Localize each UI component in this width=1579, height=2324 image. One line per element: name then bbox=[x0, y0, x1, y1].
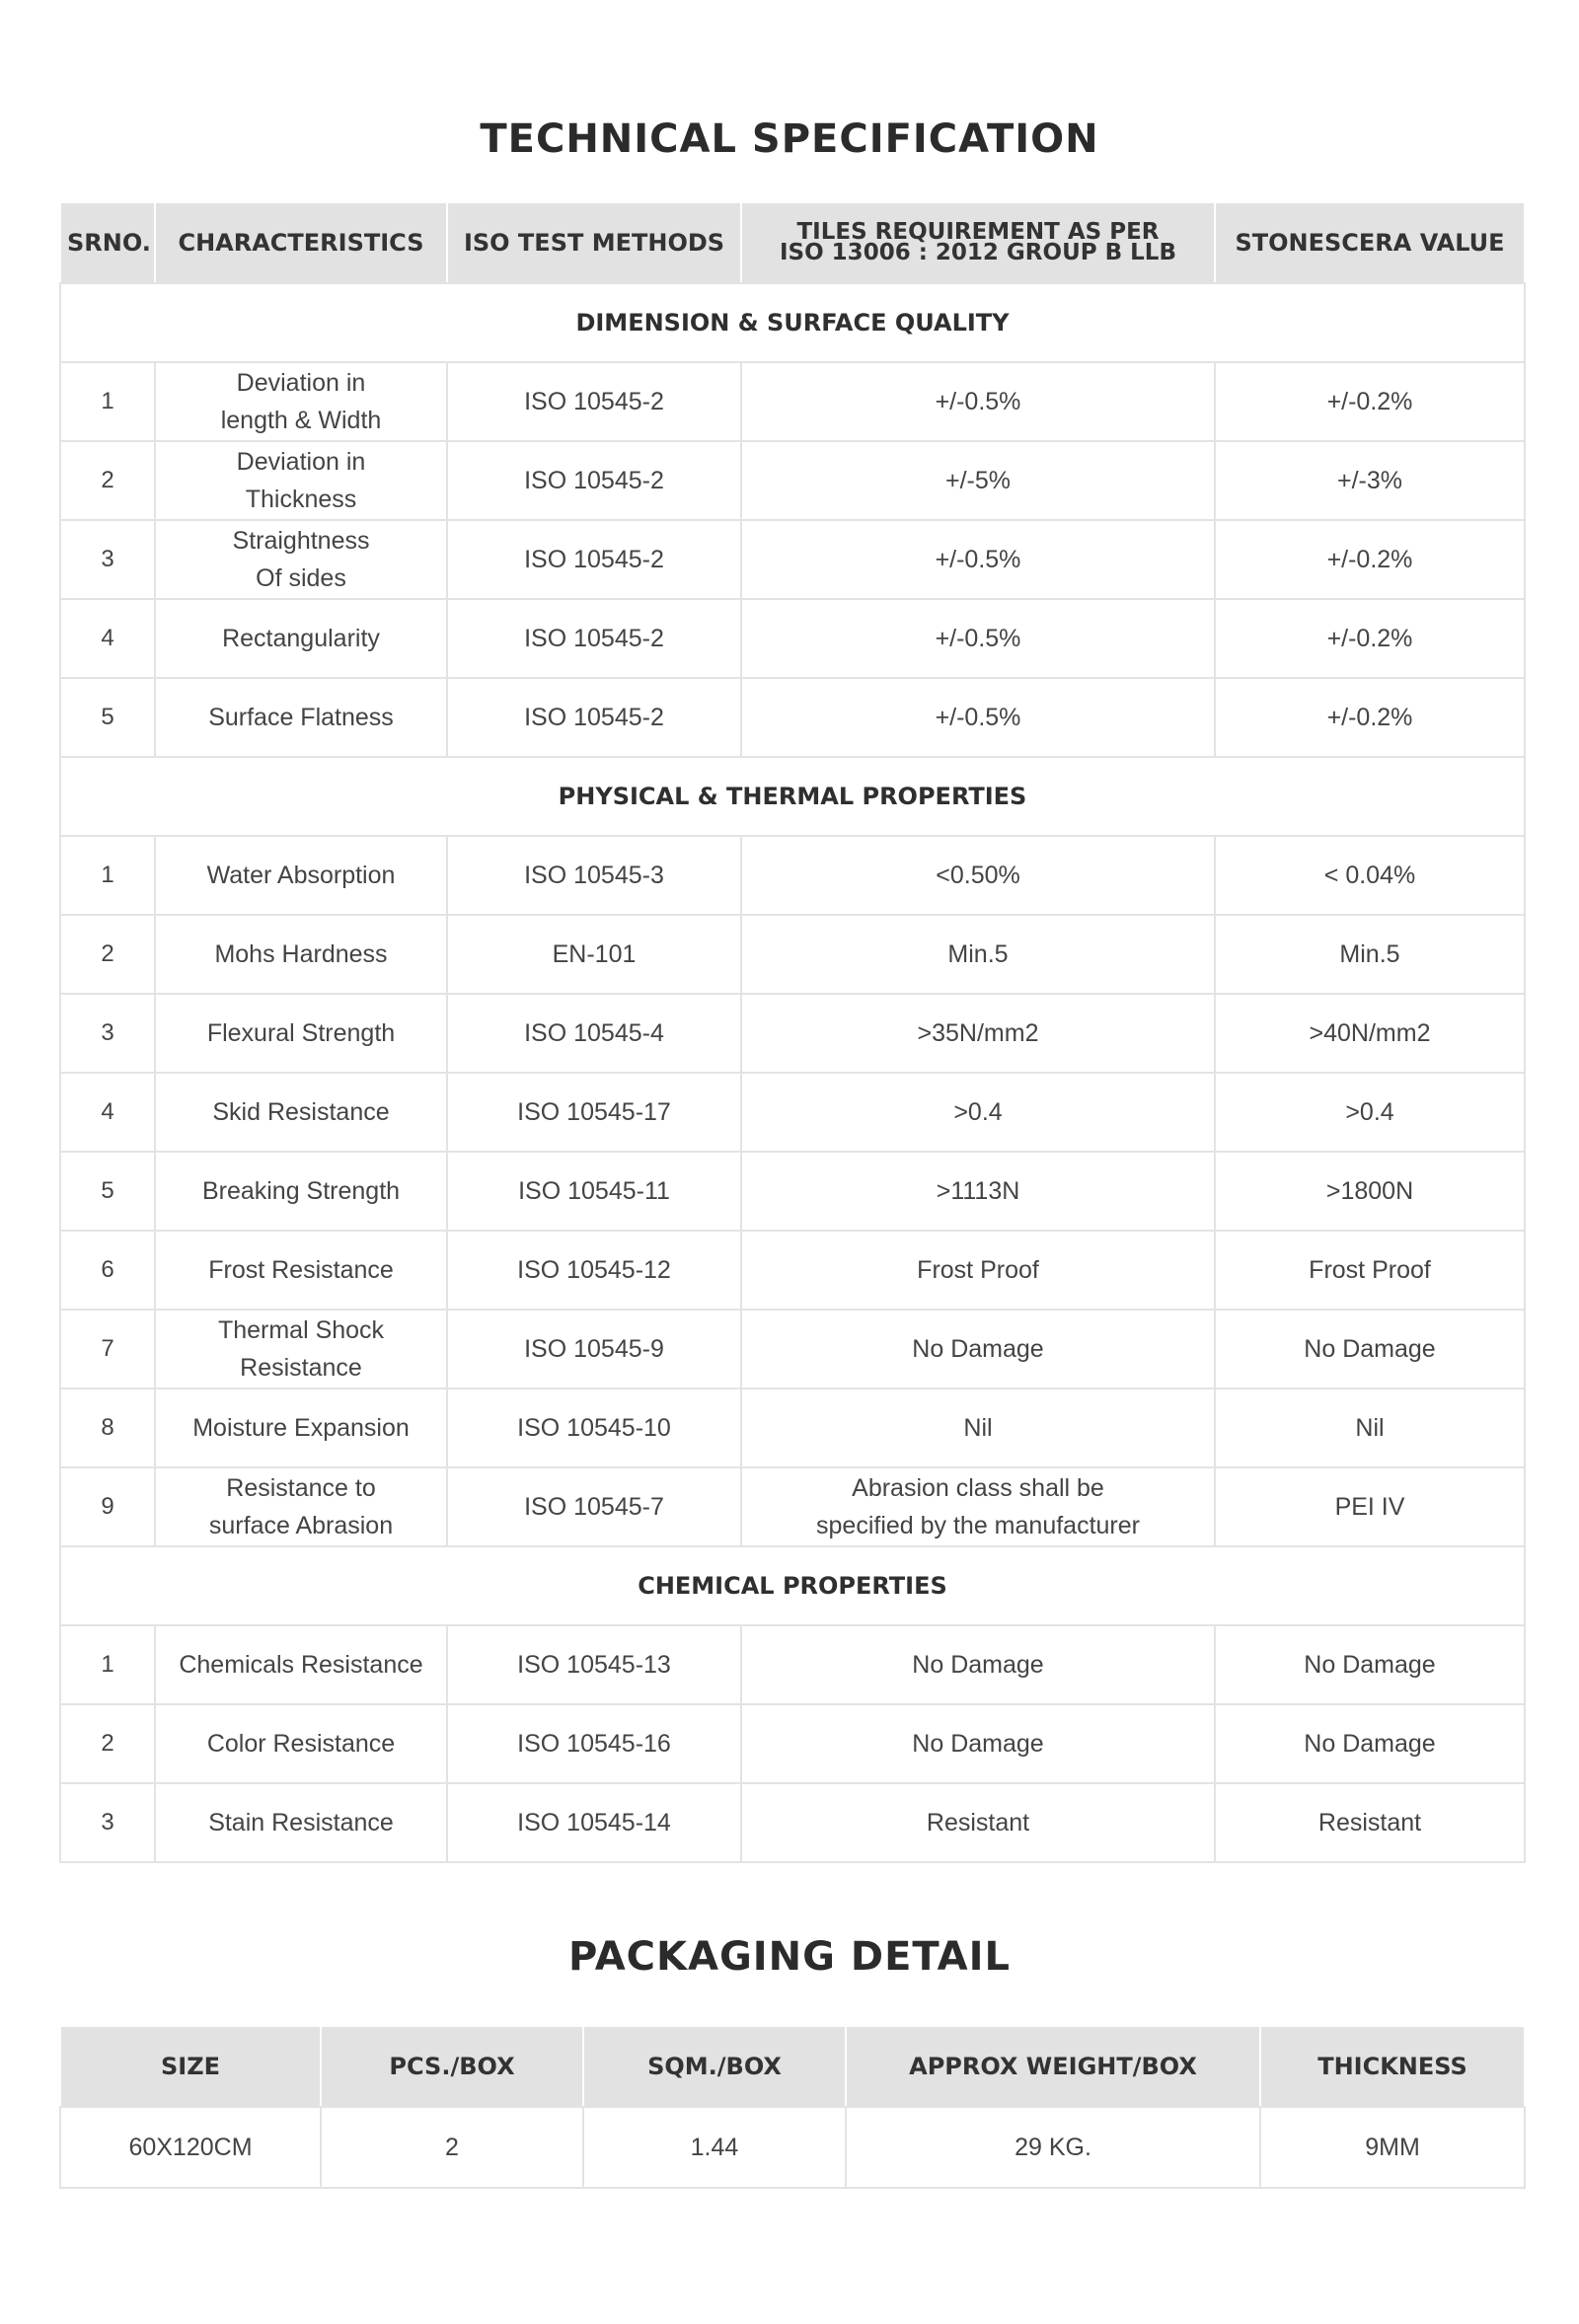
requirement-line1: >0.4 bbox=[953, 1098, 1003, 1126]
characteristic-line2: length & Width bbox=[220, 407, 382, 434]
characteristic-line1: Stain Resistance bbox=[208, 1809, 394, 1837]
characteristic-line1: Surface Flatness bbox=[208, 704, 394, 731]
characteristic-line1: Mohs Hardness bbox=[214, 940, 388, 968]
table-row bbox=[60, 1388, 1525, 1467]
cell-requirement bbox=[741, 1467, 1215, 1546]
cell-requirement bbox=[741, 1152, 1215, 1231]
cell-srno: 1 bbox=[60, 836, 155, 915]
header-srno: SRNO. bbox=[60, 202, 155, 283]
cell-iso-method: ISO 10545-11 bbox=[447, 1152, 741, 1231]
packaging-header: THICKNESS bbox=[1260, 2026, 1525, 2107]
cell-stonescera-value: < 0.04% bbox=[1215, 836, 1525, 915]
packaging-cell: 60X120CM bbox=[60, 2107, 321, 2188]
cell-requirement bbox=[741, 1310, 1215, 1388]
table-row bbox=[60, 1783, 1525, 1862]
cell-srno: 7 bbox=[60, 1310, 155, 1388]
cell-characteristic bbox=[155, 1073, 447, 1152]
section-title: DIMENSION & SURFACE QUALITY bbox=[60, 283, 1525, 362]
table-row bbox=[60, 1152, 1525, 1231]
packaging-table bbox=[59, 2025, 1526, 2189]
cell-iso-method: ISO 10545-2 bbox=[447, 678, 741, 757]
header-characteristics: CHARACTERISTICS bbox=[155, 202, 447, 283]
cell-characteristic bbox=[155, 1231, 447, 1310]
packaging-cell: 29 KG. bbox=[846, 2107, 1260, 2188]
header-req-line1: TILES REQUIREMENT AS PER bbox=[796, 219, 1160, 245]
cell-characteristic bbox=[155, 1783, 447, 1862]
cell-requirement bbox=[741, 1388, 1215, 1467]
characteristic-line1: Deviation in bbox=[236, 369, 366, 397]
cell-iso-method: ISO 10545-16 bbox=[447, 1704, 741, 1783]
cell-srno: 1 bbox=[60, 362, 155, 441]
cell-iso-method: ISO 10545-2 bbox=[447, 362, 741, 441]
packaging-body bbox=[60, 2107, 1525, 2188]
cell-characteristic bbox=[155, 915, 447, 994]
packaging-header-row bbox=[60, 2026, 1525, 2107]
cell-iso-method: ISO 10545-2 bbox=[447, 520, 741, 599]
requirement-line1: Min.5 bbox=[947, 940, 1009, 968]
cell-characteristic bbox=[155, 599, 447, 678]
cell-stonescera-value: +/-0.2% bbox=[1215, 599, 1525, 678]
characteristic-line2: Of sides bbox=[256, 564, 346, 592]
characteristic-line1: Breaking Strength bbox=[201, 1177, 401, 1205]
cell-iso-method: ISO 10545-10 bbox=[447, 1388, 741, 1467]
table-row bbox=[60, 441, 1525, 520]
spec-header-row bbox=[60, 202, 1525, 283]
table-row bbox=[60, 1467, 1525, 1546]
requirement-line1: No Damage bbox=[912, 1651, 1044, 1679]
header-stonescera-value: STONESCERA VALUE bbox=[1215, 202, 1525, 283]
requirement-line1: Resistant bbox=[926, 1809, 1030, 1837]
cell-stonescera-value: >40N/mm2 bbox=[1215, 994, 1525, 1073]
cell-characteristic bbox=[155, 1704, 447, 1783]
packaging-cell: 1.44 bbox=[583, 2107, 846, 2188]
cell-srno: 5 bbox=[60, 678, 155, 757]
cell-iso-method: ISO 10545-17 bbox=[447, 1073, 741, 1152]
cell-characteristic bbox=[155, 362, 447, 441]
cell-iso-method: ISO 10545-2 bbox=[447, 441, 741, 520]
characteristic-line2: Thickness bbox=[245, 486, 357, 513]
cell-srno: 6 bbox=[60, 1231, 155, 1310]
cell-iso-method: ISO 10545-2 bbox=[447, 599, 741, 678]
cell-requirement bbox=[741, 441, 1215, 520]
cell-srno: 1 bbox=[60, 1625, 155, 1704]
cell-iso-method: ISO 10545-12 bbox=[447, 1231, 741, 1310]
characteristic-line1: Color Resistance bbox=[206, 1730, 396, 1758]
section-row bbox=[60, 757, 1525, 836]
table-row bbox=[60, 520, 1525, 599]
cell-stonescera-value: +/-0.2% bbox=[1215, 362, 1525, 441]
table-row bbox=[60, 599, 1525, 678]
cell-iso-method: ISO 10545-4 bbox=[447, 994, 741, 1073]
cell-srno: 8 bbox=[60, 1388, 155, 1467]
cell-characteristic bbox=[155, 520, 447, 599]
cell-stonescera-value: No Damage bbox=[1215, 1310, 1525, 1388]
requirement-line1: +/-5% bbox=[944, 467, 1011, 494]
requirement-line1: +/-0.5% bbox=[935, 625, 1021, 652]
cell-srno: 4 bbox=[60, 1073, 155, 1152]
cell-stonescera-value: PEI IV bbox=[1215, 1467, 1525, 1546]
cell-iso-method: ISO 10545-14 bbox=[447, 1783, 741, 1862]
cell-characteristic bbox=[155, 441, 447, 520]
cell-srno: 3 bbox=[60, 1783, 155, 1862]
cell-stonescera-value: Frost Proof bbox=[1215, 1231, 1525, 1310]
table-row bbox=[60, 362, 1525, 441]
table-row bbox=[60, 678, 1525, 757]
requirement-line1: >35N/mm2 bbox=[917, 1019, 1039, 1047]
cell-iso-method: ISO 10545-9 bbox=[447, 1310, 741, 1388]
cell-requirement bbox=[741, 994, 1215, 1073]
characteristic-line2: surface Abrasion bbox=[208, 1512, 394, 1539]
characteristic-line1: Deviation in bbox=[236, 448, 366, 476]
header-tiles-requirement bbox=[741, 202, 1215, 283]
table-row bbox=[60, 1625, 1525, 1704]
packaging-cell: 2 bbox=[321, 2107, 583, 2188]
table-row bbox=[60, 915, 1525, 994]
characteristic-line2: Resistance bbox=[240, 1354, 362, 1382]
cell-stonescera-value: +/-0.2% bbox=[1215, 678, 1525, 757]
cell-stonescera-value: Nil bbox=[1215, 1388, 1525, 1467]
cell-requirement bbox=[741, 362, 1215, 441]
section-title: PHYSICAL & THERMAL PROPERTIES bbox=[60, 757, 1525, 836]
section-row bbox=[60, 283, 1525, 362]
table-row bbox=[60, 1231, 1525, 1310]
characteristic-line1: Resistance to bbox=[226, 1474, 376, 1502]
cell-requirement bbox=[741, 915, 1215, 994]
cell-requirement bbox=[741, 1231, 1215, 1310]
requirement-line1: No Damage bbox=[912, 1730, 1044, 1758]
cell-iso-method: ISO 10545-3 bbox=[447, 836, 741, 915]
section-row bbox=[60, 1546, 1525, 1625]
packaging-header: PCS./BOX bbox=[321, 2026, 583, 2107]
cell-characteristic bbox=[155, 836, 447, 915]
cell-characteristic bbox=[155, 1625, 447, 1704]
cell-requirement bbox=[741, 599, 1215, 678]
packaging-cell: 9MM bbox=[1260, 2107, 1525, 2188]
packaging-header: SIZE bbox=[60, 2026, 321, 2107]
cell-iso-method: ISO 10545-13 bbox=[447, 1625, 741, 1704]
cell-requirement bbox=[741, 1704, 1215, 1783]
cell-srno: 2 bbox=[60, 1704, 155, 1783]
cell-characteristic bbox=[155, 1467, 447, 1546]
cell-requirement bbox=[741, 1625, 1215, 1704]
requirement-line1: +/-0.5% bbox=[935, 546, 1021, 573]
requirement-line1: Nil bbox=[963, 1414, 993, 1442]
characteristic-line1: Frost Resistance bbox=[208, 1256, 394, 1284]
requirement-line1: Frost Proof bbox=[917, 1256, 1039, 1284]
spec-body bbox=[60, 283, 1525, 1862]
cell-srno: 9 bbox=[60, 1467, 155, 1546]
cell-characteristic bbox=[155, 678, 447, 757]
characteristic-line1: Flexural Strength bbox=[206, 1019, 396, 1047]
table-row bbox=[60, 994, 1525, 1073]
header-iso-test-methods: ISO TEST METHODS bbox=[447, 202, 741, 283]
spec-table bbox=[59, 201, 1526, 1863]
cell-srno: 2 bbox=[60, 915, 155, 994]
cell-stonescera-value: +/-3% bbox=[1215, 441, 1525, 520]
section-title: CHEMICAL PROPERTIES bbox=[60, 1546, 1525, 1625]
characteristic-line1: Water Absorption bbox=[206, 862, 396, 889]
cell-stonescera-value: No Damage bbox=[1215, 1704, 1525, 1783]
cell-srno: 4 bbox=[60, 599, 155, 678]
cell-stonescera-value: Min.5 bbox=[1215, 915, 1525, 994]
cell-stonescera-value: >0.4 bbox=[1215, 1073, 1525, 1152]
cell-srno: 3 bbox=[60, 994, 155, 1073]
cell-iso-method: ISO 10545-7 bbox=[447, 1467, 741, 1546]
cell-srno: 2 bbox=[60, 441, 155, 520]
table-row bbox=[60, 1704, 1525, 1783]
characteristic-line1: Chemicals Resistance bbox=[179, 1651, 423, 1679]
cell-requirement bbox=[741, 836, 1215, 915]
cell-stonescera-value: Resistant bbox=[1215, 1783, 1525, 1862]
cell-requirement bbox=[741, 1073, 1215, 1152]
cell-stonescera-value: >1800N bbox=[1215, 1152, 1525, 1231]
spec-title: TECHNICAL SPECIFICATION bbox=[480, 116, 1099, 162]
cell-characteristic bbox=[155, 994, 447, 1073]
table-row bbox=[60, 1310, 1525, 1388]
requirement-line1: Abrasion class shall be bbox=[852, 1474, 1104, 1502]
cell-characteristic bbox=[155, 1310, 447, 1388]
cell-requirement bbox=[741, 1783, 1215, 1862]
characteristic-line1: Thermal Shock bbox=[217, 1316, 385, 1344]
packaging-row bbox=[60, 2107, 1525, 2188]
characteristic-line1: Moisture Expansion bbox=[192, 1414, 410, 1442]
cell-srno: 3 bbox=[60, 520, 155, 599]
table-row bbox=[60, 1073, 1525, 1152]
requirement-line2: specified by the manufacturer bbox=[816, 1512, 1140, 1539]
cell-srno: 5 bbox=[60, 1152, 155, 1231]
cell-characteristic bbox=[155, 1388, 447, 1467]
characteristic-line1: Straightness bbox=[232, 527, 370, 555]
characteristic-line1: Skid Resistance bbox=[212, 1098, 390, 1126]
requirement-line1: >1113N bbox=[936, 1177, 1020, 1205]
header-req-line2: ISO 13006 : 2012 GROUP B LLB bbox=[780, 240, 1176, 265]
packaging-header: APPROX WEIGHT/BOX bbox=[846, 2026, 1260, 2107]
requirement-line1: No Damage bbox=[912, 1335, 1044, 1363]
requirement-line1: +/-0.5% bbox=[935, 388, 1021, 415]
requirement-line1: +/-0.5% bbox=[935, 704, 1021, 731]
requirement-line1: <0.50% bbox=[936, 862, 1020, 889]
cell-characteristic bbox=[155, 1152, 447, 1231]
packaging-title: PACKAGING DETAIL bbox=[568, 1934, 1011, 1980]
cell-stonescera-value: No Damage bbox=[1215, 1625, 1525, 1704]
characteristic-line1: Rectangularity bbox=[222, 625, 380, 652]
cell-iso-method: EN-101 bbox=[447, 915, 741, 994]
cell-requirement bbox=[741, 678, 1215, 757]
packaging-header: SQM./BOX bbox=[583, 2026, 846, 2107]
table-row bbox=[60, 836, 1525, 915]
cell-requirement bbox=[741, 520, 1215, 599]
cell-stonescera-value: +/-0.2% bbox=[1215, 520, 1525, 599]
